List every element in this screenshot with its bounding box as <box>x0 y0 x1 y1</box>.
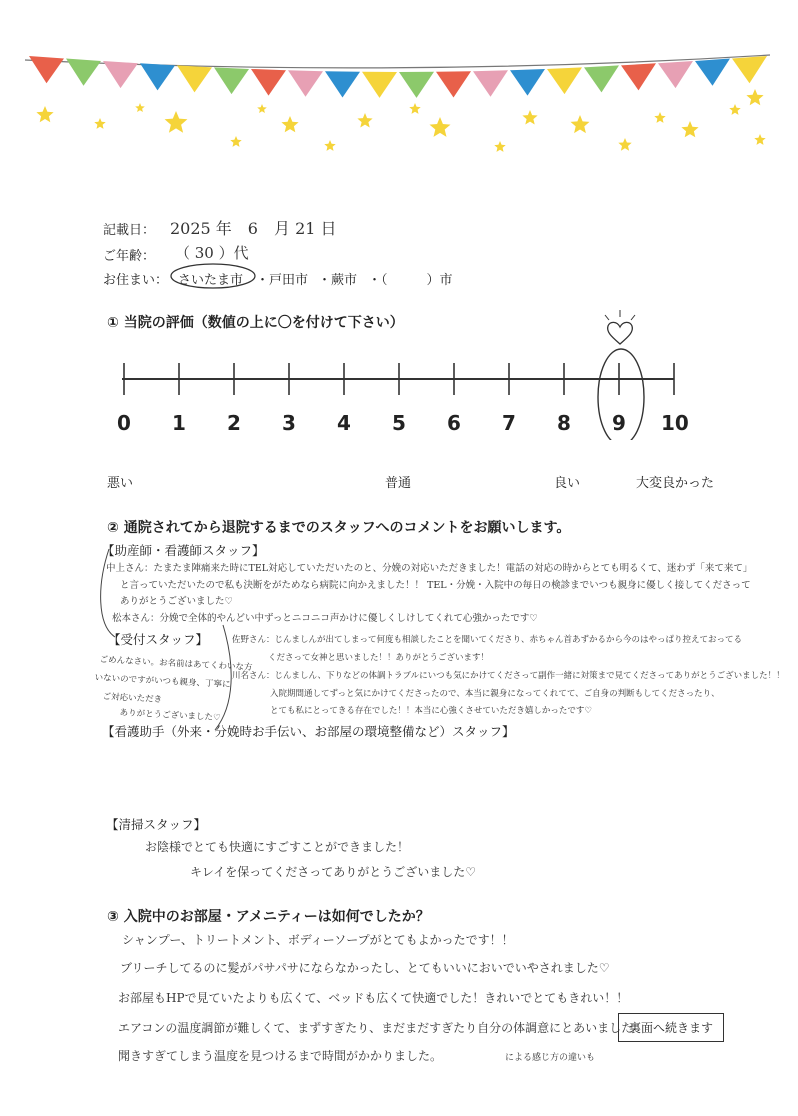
address-option-saitama: さいたま市 <box>178 273 244 288</box>
q3-comment-line: エアコンの温度調節が難しくて、まずすぎたり、まだまだすぎたり自分の体調意にとあいました <box>118 1021 634 1035</box>
bunting-flags <box>29 56 767 98</box>
bunting-string <box>25 55 770 68</box>
label-great: 大変良かった <box>636 476 715 491</box>
scale-number: 2 <box>227 411 241 435</box>
star-icon <box>618 138 631 151</box>
scale-number: 7 <box>502 411 516 435</box>
assistant-section-title: 【看護助手（外来・分娩時お手伝い、お部屋の環境整備など）スタッフ】 <box>102 724 515 739</box>
star-icon <box>746 89 763 105</box>
star-icon <box>522 110 537 125</box>
scale-number: 4 <box>337 411 351 435</box>
bunting-flag <box>547 67 582 94</box>
bunting-flag <box>473 70 508 96</box>
midwife-comment-line: 松本さん：分娩で全体的やんどい中ずっとニコニコ声かけに優しくしけしてくれて心強かったです♡ <box>112 613 538 624</box>
star-icon <box>281 116 298 132</box>
address-label: お住まい： <box>103 273 169 288</box>
cleaning-section-title: 【清掃スタッフ】 <box>106 817 207 832</box>
star-icon <box>681 121 698 137</box>
bunting-flag <box>214 67 249 94</box>
q1-title: ① 当院の評価（数値の上に〇を付けて下さい） <box>107 315 404 331</box>
bunting-flag <box>288 70 323 96</box>
reception-section-title: 【受付スタッフ】 <box>108 632 209 647</box>
bunting-flag <box>510 69 545 96</box>
bunting-flag <box>584 65 619 92</box>
q3-title: ③ 入院中のお部屋・アメニティーは如何でしたか？ <box>107 909 430 925</box>
label-bad: 悪い <box>107 476 134 491</box>
label-normal: 普通 <box>385 476 412 491</box>
midwife-comment-line: ありがとうございました♡ <box>120 596 234 607</box>
q3-comment-line: ブリーチしてるのに髪がパサパサにならなかったし、とてもいいにおいでいやされました♡ <box>120 961 610 975</box>
bunting-flag <box>695 59 730 86</box>
cleaning-comment-line: キレイを保ってくださってありがとうございました♡ <box>190 865 477 879</box>
bunting-flag <box>177 65 212 92</box>
reception-comment-line: ごめんなさい。お名前はあてくわいな方 <box>99 654 253 673</box>
star-icon <box>324 140 335 151</box>
cleaning-comment-line: お陰様でとても快適にすごすことができました！ <box>145 840 410 854</box>
reception-comment-line: いないのですがいつも親身、丁寧に <box>94 672 231 691</box>
extra-comment-line: くださって女神と思いました！！ありがとうございます！ <box>268 653 490 663</box>
heart-icon <box>605 310 635 344</box>
bunting-flag <box>140 63 175 90</box>
age-label: ご年齢： <box>103 249 156 264</box>
star-icon <box>729 104 740 115</box>
star-icon <box>571 115 590 133</box>
q3-comment-line: シャンプー、トリートメント、ボディーソープがとてもよかったです！！ <box>122 933 514 947</box>
bunting-decoration <box>0 0 798 180</box>
address-option-toda: ・戸田市 <box>256 273 309 288</box>
bunting-flag <box>658 61 693 88</box>
continue-box: 裏面へ続きます <box>618 1013 724 1042</box>
midwife-section-title: 【助産師・看護師スタッフ】 <box>102 543 265 558</box>
address-option-other: ・（ ）市 <box>368 273 453 288</box>
address-option-warabi: ・蕨市 <box>318 273 358 288</box>
scale-number: 8 <box>557 411 571 435</box>
label-good: 良い <box>554 476 581 491</box>
extra-comment-line: 佐野さん：じんましんが出てしまって何度も相談したことを聞いてくださり、赤ちゃん首あずかるから今のはやっぱり控えておってる <box>232 635 743 645</box>
date-label: 記載日： <box>103 223 156 238</box>
date-value: 2025 年 6 月 21 日 <box>170 219 337 238</box>
extra-comment-line: 入院期間通してずっと気にかけてくださったので、本当に親身になってくれてて、ご自身の判断もしてくださったり、 <box>270 689 720 699</box>
extra-comment-line: とても私にとってきる存在でした！！本当に心強くさせていただき嬉しかったです♡ <box>270 706 592 716</box>
bunting-flag <box>362 72 397 98</box>
bunting-flag <box>29 56 64 83</box>
bunting-flag <box>103 61 138 88</box>
bunting-flag <box>66 59 101 86</box>
star-icon <box>165 111 188 133</box>
scale-number: 3 <box>282 411 296 435</box>
star-icon <box>36 106 53 122</box>
star-icon <box>94 118 105 129</box>
age-value: （ 30 ）代 <box>175 244 249 262</box>
star-icon <box>409 103 420 114</box>
reception-comment-line: ありがとうございました♡ <box>119 707 221 724</box>
star-icon <box>257 104 267 113</box>
star-icon <box>754 134 765 145</box>
star-icon <box>494 141 505 152</box>
bunting-flag <box>325 71 360 97</box>
scale-number: 10 <box>661 411 689 435</box>
q3-comment-line: お部屋もHPで見ていたよりも広くて、ベッドも広くて快適でした！きれいでとてもきれい！！ <box>118 991 629 1005</box>
scale-number: 0 <box>117 411 131 435</box>
bunting-flag <box>621 63 656 90</box>
scale-number: 9 <box>612 411 626 435</box>
scale-number: 6 <box>447 411 461 435</box>
star-icon <box>654 112 665 123</box>
star-decorations <box>36 89 765 152</box>
q2-title: ② 通院されてから退院するまでのスタッフへのコメントをお願いします。 <box>107 520 571 536</box>
bunting-flag <box>732 56 767 83</box>
star-icon <box>357 113 372 128</box>
midwife-comment-line: と言っていただいたので私も決断をがためなら病院に向かえました！！ TEL・分娩・入院中の毎日の検診までいつも親身に優しく接してくださって <box>120 580 751 591</box>
q3-comment-line: 聞きすぎてしまう温度を見つけるまで時間がかかりました。 <box>118 1049 443 1063</box>
q3-sub-note: による感じ方の違いも <box>505 1053 596 1063</box>
extra-comment-line: 川名さん：じんましん、下りなどの体調トラブルにいつも気にかけてくださって副作一緒に対策まで見てくださってありがとうございました！！ <box>232 671 785 681</box>
scale-number: 1 <box>172 411 186 435</box>
midwife-comment-line: 中上さん：たまたま陣痛来た時にTEL対応していただいたのと、分娩の対応いただきました！電話の対応の時からとても明るくて、迷わず「来て来て」 <box>106 563 753 574</box>
star-icon <box>230 136 241 147</box>
reception-comment-line: ご対応いただき <box>102 691 163 706</box>
bunting-flag <box>399 72 434 98</box>
scale-number: 5 <box>392 411 406 435</box>
bunting-flag <box>436 71 471 97</box>
bunting-flag <box>251 69 286 96</box>
star-icon <box>430 117 451 137</box>
address-selected-circle <box>168 261 258 291</box>
star-icon <box>135 103 145 112</box>
